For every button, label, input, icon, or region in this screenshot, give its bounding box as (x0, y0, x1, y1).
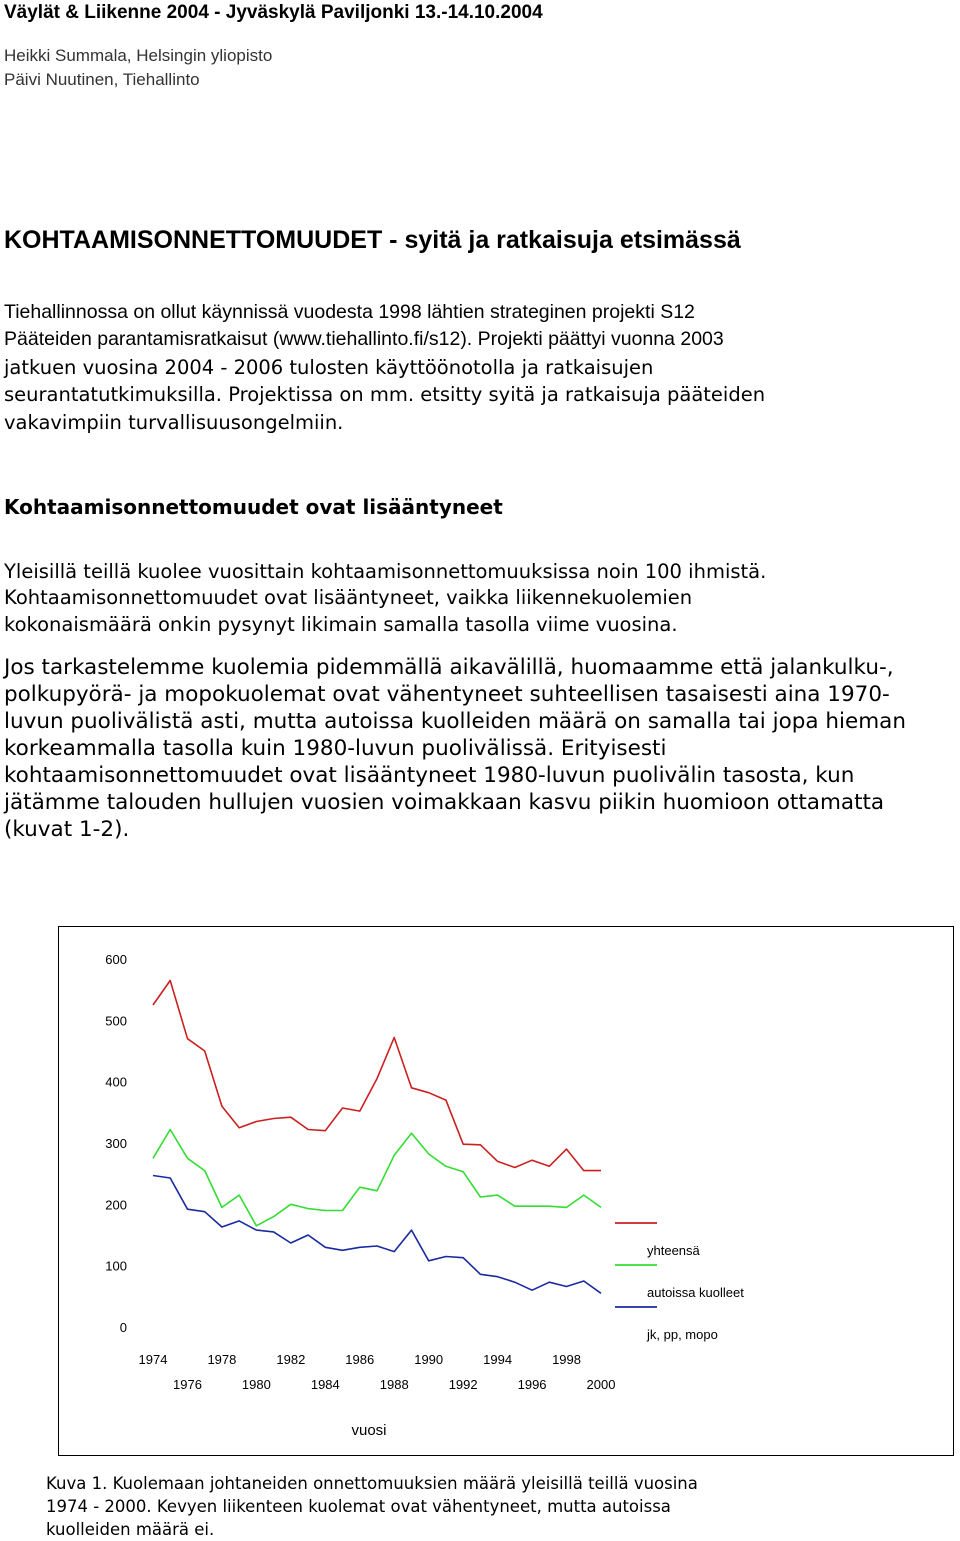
header-title: Väylät & Liikenne 2004 - Jyväskylä Paviljonki 13.-14.10.2004 (4, 2, 543, 23)
x-tick-label: 1994 (483, 1352, 513, 1367)
y-tick-label: 600 (105, 952, 127, 967)
legend-label: yhteensä (647, 1243, 700, 1258)
intro-line: vakavimpiin turvallisuusongelmiin. (4, 411, 344, 434)
paragraph-line: (kuvat 1-2). (4, 817, 130, 842)
x-tick-label: 1990 (414, 1352, 444, 1367)
paragraph-line: Jos tarkastelemme kuolemia pidemmällä aikavälillä, huomaamme että jalankulku-, (4, 655, 894, 680)
y-tick-label: 300 (105, 1136, 127, 1151)
section-heading: Kohtaamisonnettomuudet ovat lisääntyneet (4, 495, 503, 519)
x-tick-label: 2000 (586, 1377, 616, 1392)
paragraph-line: korkeammalla tasolla kuin 1980-luvun puolivälissä. Erityisesti (4, 736, 667, 761)
x-axis-label: vuosi (351, 1422, 387, 1439)
figure-caption-line: Kuva 1. Kuolemaan johtaneiden onnettomuuksien määrä yleisillä teillä vuosina (46, 1474, 698, 1493)
x-tick-label: 1984 (310, 1377, 340, 1392)
x-tick-label: 1986 (345, 1352, 375, 1367)
legend-label: autoissa kuolleet (647, 1285, 744, 1300)
paragraph-line: luvun puolivälistä asti, mutta autoissa kuolleiden määrä on samalla tai jopa hieman (4, 709, 906, 734)
y-tick-label: 400 (105, 1074, 127, 1090)
main-heading: KOHTAAMISONNETTOMUUDET - syitä ja ratkaisuja etsimässä (4, 226, 741, 254)
y-tick-label: 500 (105, 1013, 127, 1029)
paragraph-line: kohtaamisonnettomuudet ovat lisääntyneet 1980-luvun puolivälin tasosta, kun (4, 763, 855, 788)
x-tick-label: 1998 (552, 1352, 581, 1367)
y-tick-label: 200 (105, 1197, 127, 1213)
paragraph-line: jätämme talouden hullujen vuosien voimakkaan kasvu piikin huomioon ottamatta (4, 790, 885, 815)
series-line-3 (153, 1176, 601, 1294)
figure-caption-line: kuolleiden määrä ei. (46, 1520, 215, 1539)
x-tick-label: 1992 (448, 1377, 478, 1392)
paragraph-line: polkupyörä- ja mopokuolemat ovat vähentyneet suhteellisen tasaisesti aina 1970- (4, 682, 890, 707)
intro-line: Pääteiden parantamisratkaisut (www.tiehallinto.fi/s12). Projekti päättyi vuonna 2003 (4, 328, 724, 350)
paragraph-line: Kohtaamisonnettomuudet ovat lisääntyneet, vaikka liikennekuolemien (4, 586, 693, 609)
intro-line: Tiehallinnossa on ollut käynnissä vuodesta 1998 lähtien strateginen projekti S12 (4, 301, 695, 323)
legend-label: jk, pp, mopo (647, 1327, 718, 1342)
x-tick-label: 1974 (138, 1352, 168, 1367)
x-tick-label: 1978 (207, 1352, 237, 1367)
chart (59, 927, 955, 1457)
x-tick-label: 1980 (241, 1377, 271, 1392)
x-tick-label: 1982 (276, 1352, 306, 1367)
x-tick-label: 1988 (379, 1377, 409, 1392)
author-line: Heikki Summala, Helsingin yliopisto (4, 46, 273, 65)
intro-line: seurantatutkimuksilla. Projektissa on mm. etsitty syitä ja ratkaisuja pääteiden (4, 383, 766, 406)
paragraph-line: kokonaismäärä onkin pysynyt likimain samalla tasolla viime vuosina. (4, 613, 678, 636)
series-line-2 (153, 1130, 601, 1226)
intro-line: jatkuen vuosina 2004 - 2006 tulosten käyttöönotolla ja ratkaisujen (4, 356, 654, 379)
figure-caption-line: 1974 - 2000. Kevyen liikenteen kuolemat ovat vähentyneet, mutta autoissa (46, 1497, 671, 1516)
x-tick-label: 1996 (517, 1377, 547, 1392)
author-line: Päivi Nuutinen, Tiehallinto (4, 70, 200, 89)
y-tick-label: 100 (105, 1258, 127, 1274)
paragraph-line: Yleisillä teillä kuolee vuosittain kohtaamisonnettomuuksissa noin 100 ihmistä. (4, 560, 767, 583)
y-tick-label: 0 (119, 1320, 127, 1335)
series-line-1 (153, 981, 601, 1171)
x-tick-label: 1976 (173, 1377, 202, 1392)
chart-frame (58, 926, 954, 1456)
